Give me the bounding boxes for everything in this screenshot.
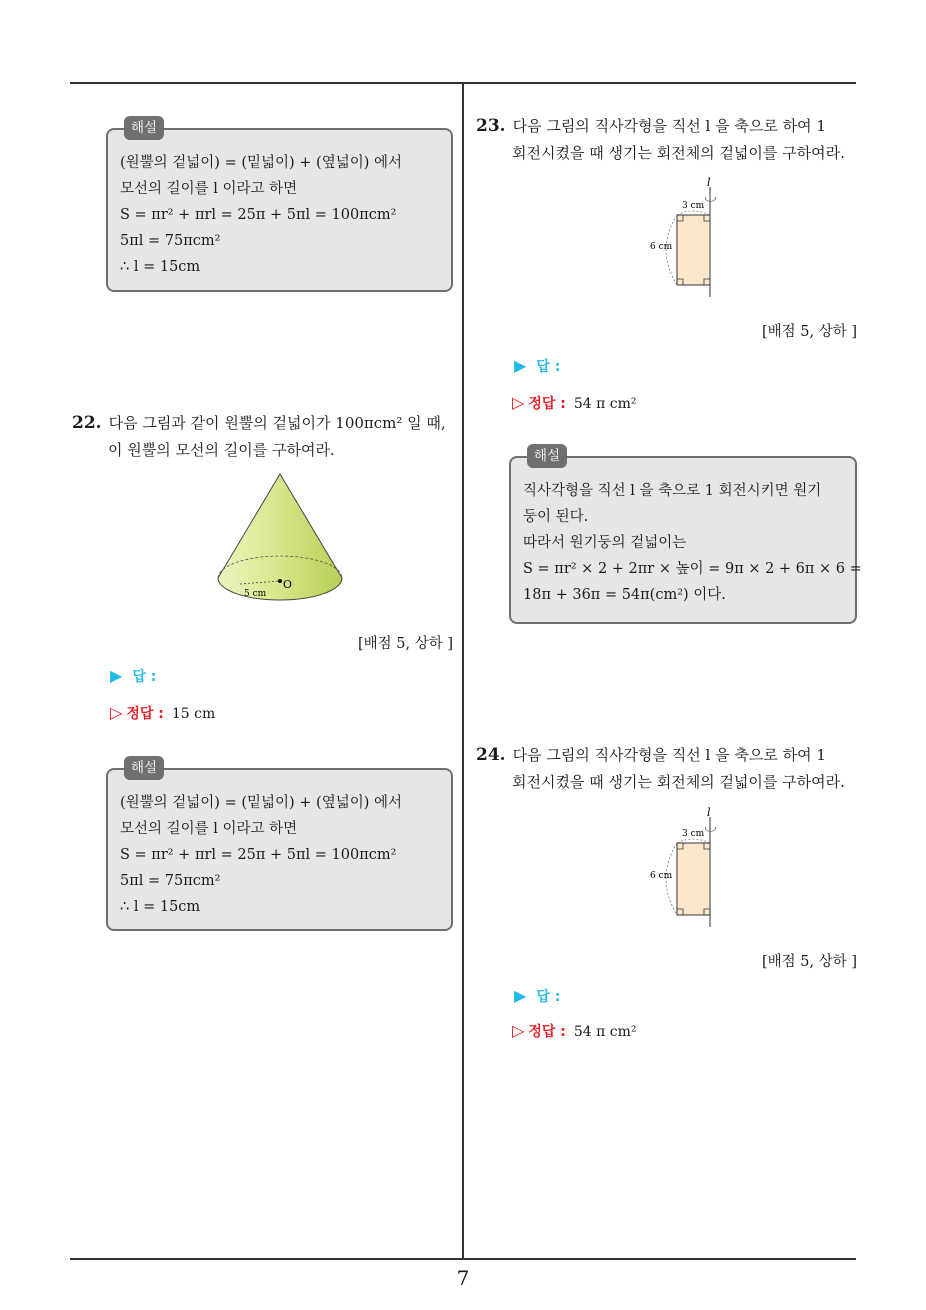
bottom-rule <box>70 1258 856 1260</box>
correct-line-22 <box>110 703 215 723</box>
correct-line-24 <box>512 1021 637 1041</box>
question-23 <box>476 113 866 167</box>
question-number: 23. <box>476 116 506 136</box>
score-24: [배점 5, 상하 ] <box>761 954 857 970</box>
answer-arrow-icon: ▶ <box>514 986 527 1005</box>
correct-arrow-icon: ▷ <box>512 1021 525 1040</box>
solution-line: 모선의 길이를 l 이라고 하면 <box>120 821 298 837</box>
cone-center-label: O <box>283 578 293 591</box>
question-text: 회전시켰을 때 생기는 회전체의 겉넓이를 구하여라. <box>512 773 845 791</box>
correct-arrow-icon: ▷ <box>110 703 123 722</box>
correct-arrow-icon: ▷ <box>512 393 525 412</box>
question-number: 22. <box>72 413 102 433</box>
answer-label: 답 : <box>132 669 157 685</box>
answer-line-23 <box>514 356 560 376</box>
answer-label: 답 : <box>536 359 561 375</box>
solution-line: (원뿔의 겉넓이) = (밑넓이) + (옆넓이) 에서 <box>120 155 402 171</box>
page-number: 7 <box>456 1266 470 1290</box>
height-label: 6 cm <box>650 242 673 252</box>
solution-line: (원뿔의 겉넓이) = (밑넓이) + (옆넓이) 에서 <box>120 795 402 811</box>
cone-radius-label: 5 cm <box>244 589 267 599</box>
score-22: [배점 5, 상하 ] <box>357 636 453 652</box>
solution-line: S = πr² + πrl = 25π + 5πl = 100πcm² <box>120 847 397 863</box>
answer-line-22 <box>110 666 156 686</box>
answer-arrow-icon: ▶ <box>514 356 527 375</box>
height-label: 6 cm <box>650 871 673 881</box>
cone-figure <box>210 468 350 608</box>
answer-arrow-icon: ▶ <box>110 666 123 685</box>
question-text: 다음 그림과 같이 원뿔의 겉넓이가 100πcm² 일 때, <box>108 414 446 432</box>
solution-line: S = πr² × 2 + 2πr × 높이 = 9π × 2 + 6π × 6 = <box>523 561 862 577</box>
width-label: 3 cm <box>682 829 705 839</box>
width-label: 3 cm <box>682 201 705 211</box>
correct-label: 정답 : <box>528 396 566 412</box>
solution-line: 직사각형을 직선 l 을 축으로 1 회전시키면 원기 <box>523 483 822 499</box>
question-text: 회전시켰을 때 생기는 회전체의 겉넓이를 구하여라. <box>512 144 845 162</box>
rectangle-figure-24 <box>645 805 725 930</box>
correct-value: 54 π cm² <box>573 396 637 412</box>
solution-line: 모선의 길이를 l 이라고 하면 <box>120 181 298 197</box>
solution-tag: 해설 <box>124 756 164 780</box>
solution-box-23 <box>509 448 862 624</box>
correct-value: 15 cm <box>171 706 216 722</box>
axis-label: l <box>707 176 711 189</box>
question-22 <box>72 410 452 464</box>
rectangle-figure-23 <box>645 175 725 300</box>
solution-line: ∴ l = 15cm <box>120 259 201 275</box>
question-number: 24. <box>476 745 506 765</box>
question-text: 다음 그림의 직사각형을 직선 l 을 축으로 하여 1 <box>512 746 826 764</box>
solution-box-22 <box>106 760 453 931</box>
correct-line-23 <box>512 393 637 413</box>
solution-line: S = πr² + πrl = 25π + 5πl = 100πcm² <box>120 207 397 223</box>
solution-line: 5πl = 75πcm² <box>120 233 221 249</box>
question-24 <box>476 742 866 796</box>
solution-line: 둥이 된다. <box>523 509 589 525</box>
solution-line: 5πl = 75πcm² <box>120 873 221 889</box>
question-text: 다음 그림의 직사각형을 직선 l 을 축으로 하여 1 <box>512 117 826 135</box>
answer-label: 답 : <box>536 989 561 1005</box>
solution-tag: 해설 <box>527 444 567 468</box>
solution-line: ∴ l = 15cm <box>120 899 201 915</box>
score-23: [배점 5, 상하 ] <box>761 324 857 340</box>
solution-line: 18π + 36π = 54π(cm²) 이다. <box>523 587 726 603</box>
correct-label: 정답 : <box>528 1024 566 1040</box>
solution-tag: 해설 <box>124 116 164 140</box>
column-divider <box>462 83 464 1260</box>
axis-label: l <box>707 806 711 819</box>
solution-line: 따라서 원기둥의 겉넓이는 <box>523 535 687 551</box>
correct-value: 54 π cm² <box>573 1024 637 1040</box>
correct-label: 정답 : <box>126 706 164 722</box>
solution-box-21 <box>106 120 453 292</box>
question-text: 이 원뿔의 모선의 길이를 구하여라. <box>108 441 335 459</box>
answer-line-24 <box>514 986 560 1006</box>
